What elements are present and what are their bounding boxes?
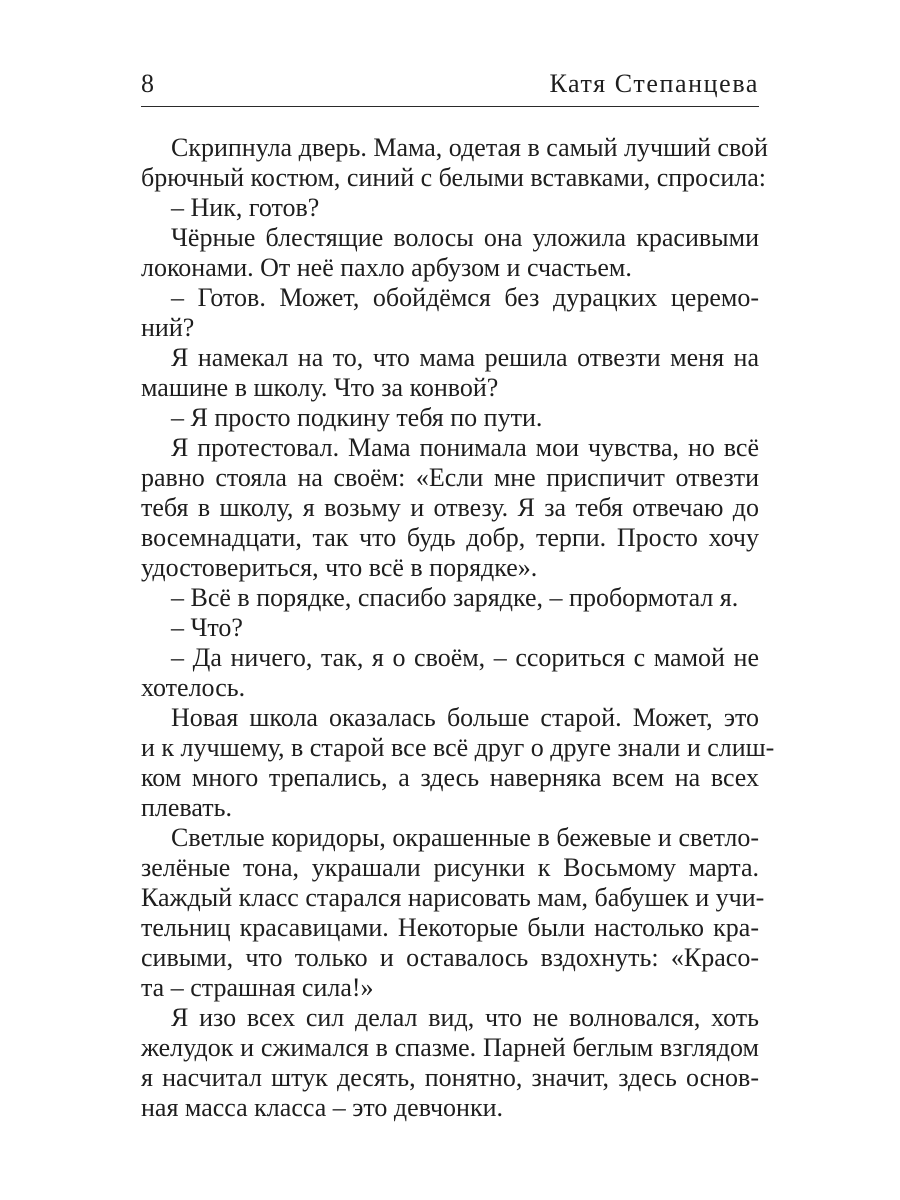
text-line: восемнадцати, так что будь добр, терпи. Просто хочу	[141, 523, 759, 552]
text-line: удостовериться, что всё в порядке».	[141, 553, 538, 582]
text-line: зелёные тона, украшали рисунки к Восьмому марта.	[141, 853, 759, 882]
text-line: Я протестовал. Мама понимала мои чувства, но всё	[171, 433, 759, 462]
author-name: Катя Степанцева	[549, 69, 759, 98]
page-number: 8	[141, 69, 154, 98]
running-head	[141, 66, 759, 107]
text-line: Каждый класс старался нарисовать мам, бабушек и учи-	[141, 883, 765, 912]
text-line: хотелось.	[141, 673, 246, 702]
text-line: ком много трепались, а здесь наверняка всем на всех	[141, 763, 759, 792]
text-line: Светлые коридоры, окрашенные в бежевые и светло-	[171, 823, 759, 852]
text-line: та – страшная сила!»	[141, 973, 374, 1002]
text-line: локонами. От неё пахло арбузом и счастьем.	[141, 253, 632, 282]
text-line: тебя в школу, я возьму и отвезу. Я за тебя отвечаю до	[141, 493, 759, 522]
text-line: Новая школа оказалась больше старой. Может, это	[171, 703, 759, 732]
dialogue-line: – Да ничего, так, я о своём, – ссориться с мамой не	[171, 643, 759, 672]
dialogue-line: – Всё в порядке, спасибо зарядке, – пробормотал я.	[171, 583, 739, 612]
text-line: плевать.	[141, 793, 232, 822]
dialogue-line: – Ник, готов?	[171, 193, 320, 222]
text-line: и к лучшему, в старой все всё друг о друге знали и слиш-	[141, 733, 775, 762]
dialogue-line: – Готов. Может, обойдёмся без дурацких церемо-	[171, 283, 759, 312]
text-line: Скрипнула дверь. Мама, одетая в самый лучший свой	[171, 133, 768, 162]
text-line: ная масса класса – это девчонки.	[141, 1093, 504, 1122]
text-line: тельниц красавицами. Некоторые были настолько кра-	[141, 913, 759, 942]
text-line: я насчитал штук десять, понятно, значит, здесь основ-	[141, 1063, 759, 1092]
text-line: Я намекал на то, что мама решила отвезти меня на	[171, 343, 759, 372]
text-line: Чёрные блестящие волосы она уложила красивыми	[171, 223, 759, 252]
text-line: ний?	[141, 313, 195, 342]
dialogue-line: – Я просто подкину тебя по пути.	[171, 403, 543, 432]
text-line: сивыми, что только и оставалось вздохнуть: «Красо-	[141, 943, 759, 972]
dialogue-line: – Что?	[171, 613, 243, 642]
text-line: желудок и сжимался в спазме. Парней беглым взглядом	[141, 1033, 759, 1062]
text-line: брючный костюм, синий с белыми вставками, спросила:	[141, 163, 767, 192]
text-line: машине в школу. Что за конвой?	[141, 373, 499, 402]
text-line: Я изо всех сил делал вид, что не волновался, хоть	[171, 1003, 759, 1032]
body-text	[141, 133, 775, 1123]
text-line: равно стояла на своём: «Если мне приспичит отвезти	[141, 463, 759, 492]
